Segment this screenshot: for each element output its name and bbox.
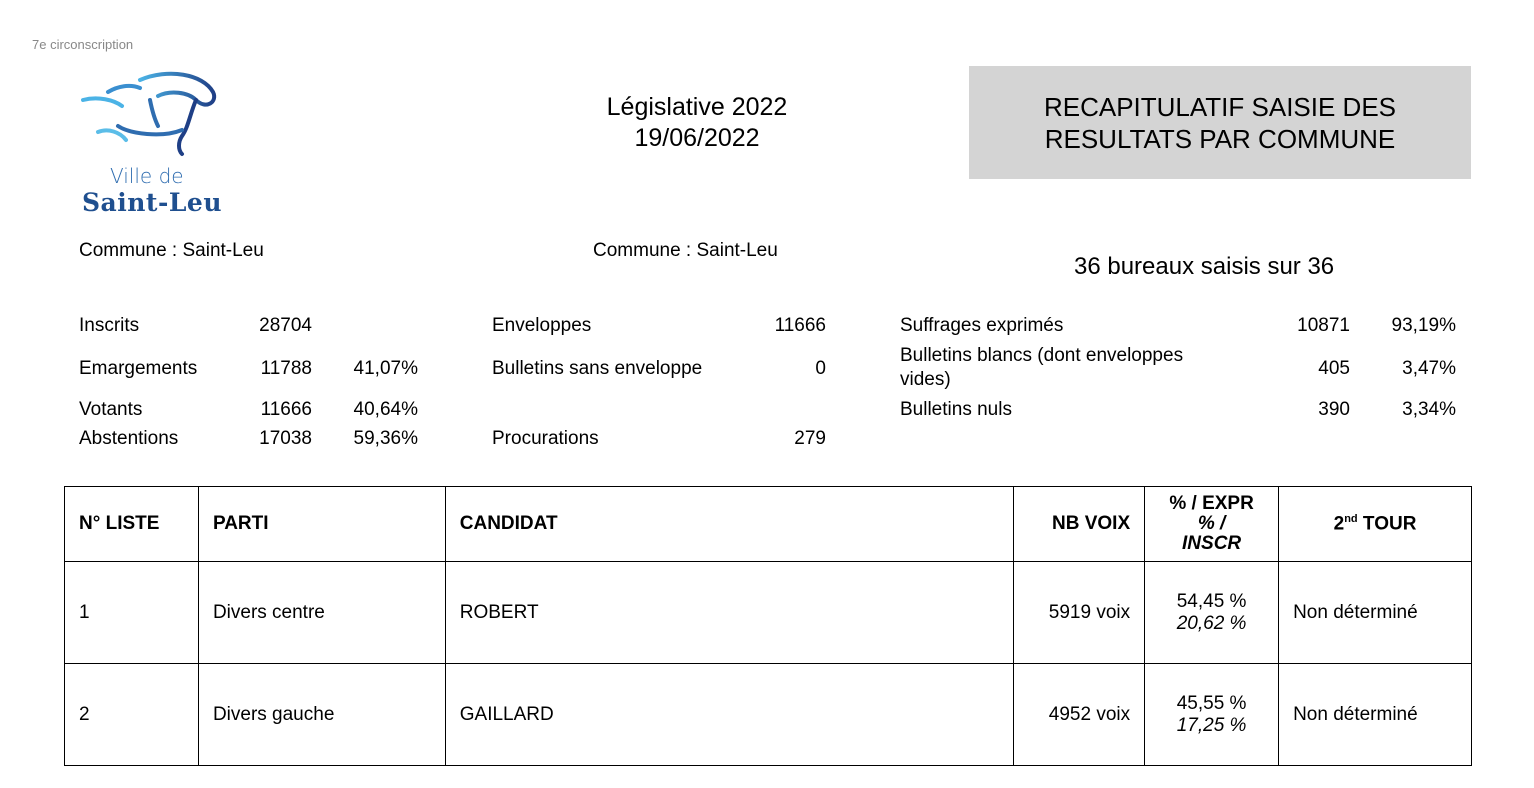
cell-percent — [1145, 562, 1279, 664]
stat-label-multiline — [900, 344, 1240, 392]
stat-value: 11666 — [260, 399, 312, 420]
results-table — [64, 486, 1472, 766]
table-row — [65, 664, 1472, 766]
stat-label-line: vides) — [900, 369, 951, 390]
recap-title-box — [969, 66, 1471, 179]
stat-label: Emargements — [79, 358, 198, 379]
cell-tour: Non déterminé — [1279, 562, 1472, 664]
header-tour-num: 2 — [1333, 513, 1345, 535]
saint-leu-logo — [78, 70, 238, 220]
stat-label: Abstentions — [79, 428, 179, 449]
stat-value: 279 — [794, 428, 826, 449]
cell-parti: Divers centre — [198, 562, 445, 664]
header-parti: PARTI — [198, 487, 445, 562]
stat-value: 390 — [1318, 399, 1350, 420]
stat-label: Procurations — [492, 428, 599, 449]
commune-center-label: Commune : Saint-Leu — [593, 240, 778, 261]
logo-name-text: Saint-Leu — [82, 188, 223, 217]
header-pct-expr: % / EXPR — [1169, 493, 1254, 514]
table-header-row — [65, 487, 1472, 562]
stat-value: 10871 — [1297, 315, 1350, 336]
header-candidat: CANDIDAT — [445, 487, 1013, 562]
election-heading — [520, 92, 874, 154]
circonscription-label: 7e circonscription — [32, 37, 134, 52]
cell-parti: Divers gauche — [198, 664, 445, 766]
stat-label: Inscrits — [79, 315, 140, 336]
header-voix: NB VOIX — [1014, 487, 1145, 562]
header-pct-inscr: INSCR — [1182, 533, 1242, 554]
cell-percent — [1145, 664, 1279, 766]
stat-percent: 40,64% — [353, 399, 418, 420]
cell-voix: 4952 voix — [1014, 664, 1145, 766]
header-tour-label: TOUR — [1357, 513, 1417, 535]
header-tour — [1279, 487, 1472, 562]
stat-label: Votants — [79, 399, 143, 420]
turtle-logo-icon — [78, 70, 238, 165]
cell-candidat: ROBERT — [445, 562, 1013, 664]
cell-tour: Non déterminé — [1279, 664, 1472, 766]
stat-label: Enveloppes — [492, 315, 592, 336]
cell-pct-inscr: 20,62 % — [1176, 612, 1247, 634]
election-date: 19/06/2022 — [634, 124, 760, 152]
stat-percent: 3,47% — [1402, 358, 1456, 379]
recap-title: RECAPITULATIF SAISIE DES RESULTATS PAR COMMUNE — [1043, 91, 1397, 154]
header-percent — [1145, 487, 1279, 562]
stat-label: Bulletins nuls — [900, 399, 1012, 420]
header-pct-inscr: % / — [1197, 513, 1226, 534]
stat-percent: 59,36% — [353, 428, 418, 449]
cell-liste: 2 — [65, 664, 199, 766]
stat-value: 405 — [1318, 358, 1350, 379]
cell-pct-expr: 54,45 % — [1176, 590, 1247, 612]
header-liste: N° LISTE — [65, 487, 199, 562]
stat-value: 17038 — [259, 428, 312, 449]
cell-pct-inscr: 17,25 % — [1176, 714, 1247, 736]
commune-left-label: Commune : Saint-Leu — [79, 240, 264, 261]
stat-percent: 41,07% — [353, 358, 418, 379]
header-tour-sup: nd — [1344, 512, 1358, 525]
stat-value: 28704 — [259, 315, 312, 336]
cell-liste: 1 — [65, 562, 199, 664]
stat-value: 0 — [815, 358, 826, 379]
bureaux-count: 36 bureaux saisis sur 36 — [1074, 253, 1335, 280]
cell-candidat: GAILLARD — [445, 664, 1013, 766]
stat-label: Bulletins sans enveloppe — [492, 358, 703, 379]
stat-label: Suffrages exprimés — [900, 315, 1064, 336]
stat-label-line: Bulletins blancs (dont enveloppes — [900, 345, 1184, 366]
stat-percent: 93,19% — [1391, 315, 1456, 336]
stat-percent: 3,34% — [1402, 399, 1456, 420]
stat-value: 11788 — [260, 358, 312, 379]
table-row — [65, 562, 1472, 664]
election-title: Législative 2022 — [606, 93, 788, 121]
cell-pct-expr: 45,55 % — [1176, 692, 1247, 714]
cell-voix: 5919 voix — [1014, 562, 1145, 664]
logo-ville-text: Ville de — [110, 164, 184, 188]
stat-value: 11666 — [774, 315, 826, 336]
